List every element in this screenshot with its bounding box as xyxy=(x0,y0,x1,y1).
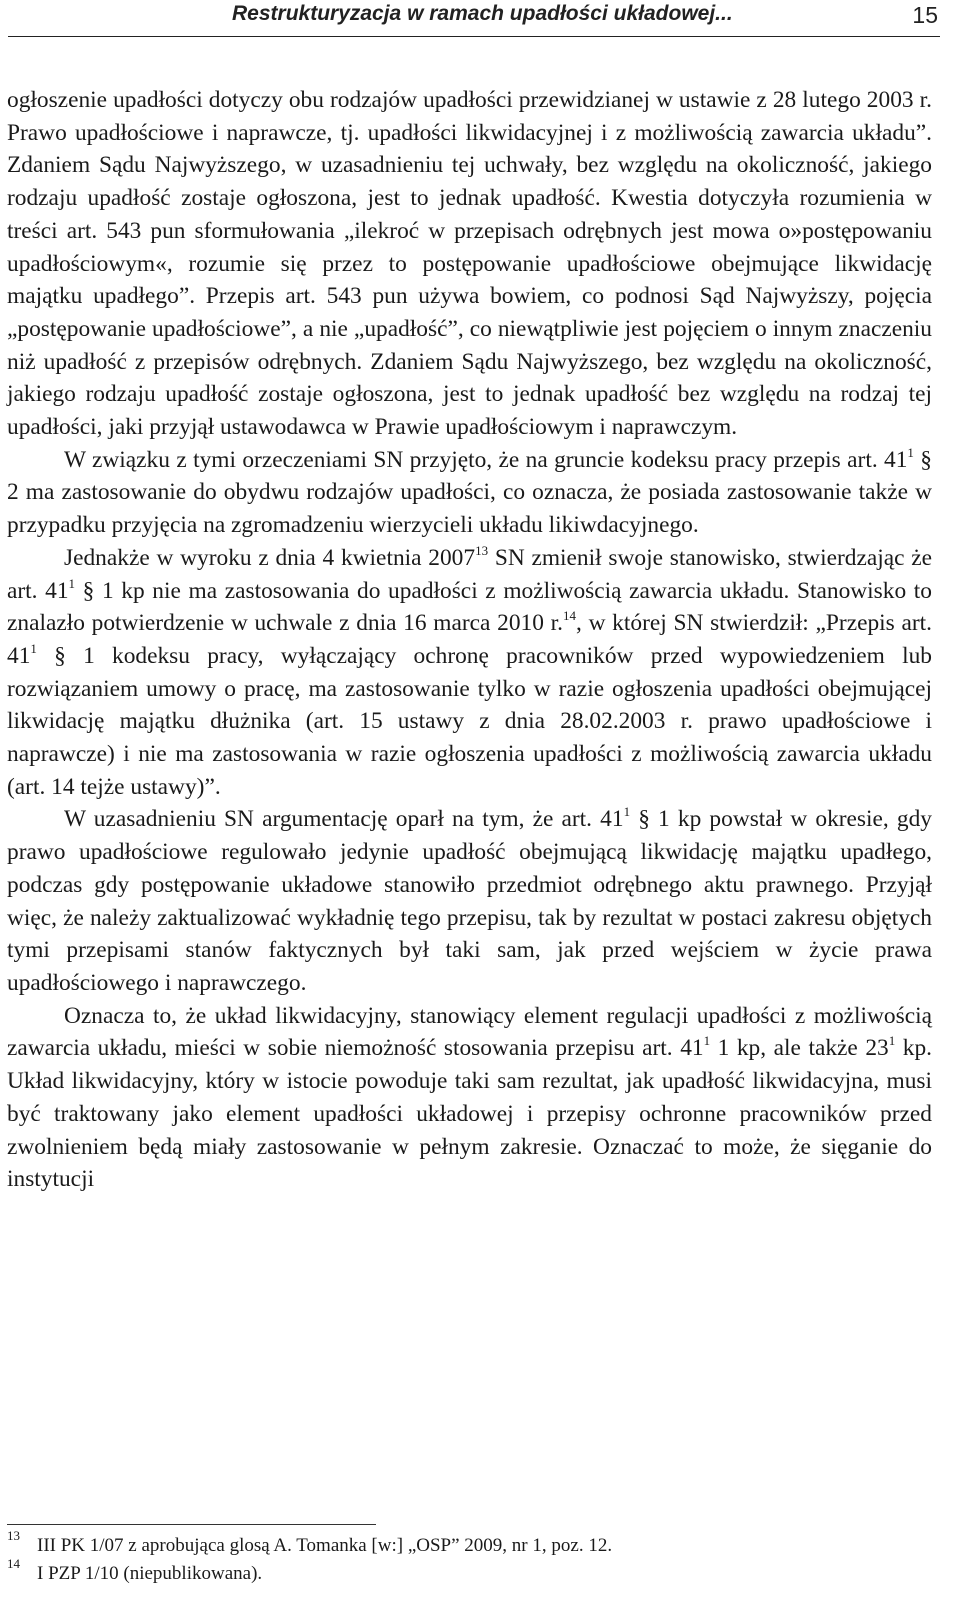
footnote xyxy=(7,1530,932,1558)
paragraph xyxy=(7,542,932,804)
footnote-text: III PK 1/07 z aprobująca glosą A. Tomanka [w:] „OSP” 2009, nr 1, poz. 12. xyxy=(37,1535,613,1556)
footnote xyxy=(7,1558,932,1586)
text-run: § 2 ma zastosowanie do obydwu rodzajów upadłości, co oznacza, że posiada zastosowanie także w przypadku przyjęcia na zgromadzeniu wierzycieli układu likiwdacyjnego. xyxy=(7,446,932,539)
text-run: , w której SN stwierdził: „Przepis art. 41 xyxy=(7,610,933,669)
footnote-reference: 13 xyxy=(475,542,489,558)
running-title: Restrukturyzacja w ramach upadłości układowej... xyxy=(232,2,733,25)
text-run: Jednakże w wyroku z dnia 4 kwietnia 2007 xyxy=(64,544,476,571)
footnote-reference: 1 xyxy=(30,640,37,656)
text-run: SN zmienił swoje stanowisko, stwierdzając że art. 41 xyxy=(7,544,932,604)
paragraph xyxy=(7,444,932,542)
footnote-number: 13 xyxy=(7,1528,20,1543)
text-run: § 1 kp powstał w okresie, gdy prawo upadłościowe regulowało jedynie upadłość obejmującą likwidację majątku upadłego, podczas gdy postępowanie układowe stanowiło przedmiot odrębnego aktu prawnego. Przyjął więc, że należy zaktualizować wykładnię tego przepisu, tak by rezultat w postaci zakresu objętych tymi przepisami stanów faktycznych był taki sam, jak przed wejściem w życie prawa upadłościowego i naprawczego. xyxy=(7,806,932,996)
footnote-reference: 1 xyxy=(623,804,631,820)
footnote-reference: 14 xyxy=(563,608,576,624)
text-run: W związku z tymi orzeczeniami SN przyjęto, że na gruncie kodeksu pracy przepis art. 41 xyxy=(64,446,908,473)
footnote-text: I PZP 1/10 (niepublikowana). xyxy=(37,1563,263,1584)
page-number: 15 xyxy=(912,2,938,28)
text-run: § 1 kodeksu pracy, wyłączający ochronę pracowników przed wypowiedzeniem lub rozwiązaniem umowy o pracę, ma zastosowanie tylko w razie ogłoszenia upadłości obejmującej likwidację majątku dłużnika (art. 15 ustawy z dnia 28.02.2003 r. prawo upadłościowe i naprawcze) i nie ma zastosowania w razie ogłoszenia upadłości z możliwością zawarcia układu (art. 14 tejże ustawy)”. xyxy=(7,642,932,800)
text-run: ogłoszenie upadłości dotyczy obu rodzajów upadłości przewidzianej w ustawie z 28 lutego 2003 r. Prawo upadłościowe i naprawcze, tj. upadłości likwidacyjnej i z możliwością zawarcia układu”. Zdaniem Sądu Najwyższego, w uzasadnieniu tej uchwały, bez względu na okoliczność, jakiego rodzaju upadłość zostaje ogłoszona, jest to jednak upadłość. Kwestia dotyczyła rozumienia w treści art. 543 pun sformułowania „ilekroć w przepisach odrębnych jest mowa o»postępowaniu upadłościowym«, rozumie się przez to postępowanie upadłościowe obejmujące likwidację majątku upadłego”. Przepis art. 543 pun używa bowiem, co podnosi Sąd Najwyższy, pojęcia „postępowanie upadłościowe”, a nie „upadłość”, co niewątpliwie jest pojęciem o innym znaczeniu niż upadłość z przepisów odrębnych. Zdaniem Sądu Najwyższego, bez względu na okoliczność, jakiego rodzaju upadłość zostaje ogłoszona, jest to jednak upadłość bez względu na rodzaj tej upadłości, jaki przyjął ustawodawca w Prawie upadłościowym i naprawczym. xyxy=(7,87,932,441)
text-run: Oznacza to, że układ likwidacyjny, stanowiący element regulacji upadłości z możliwością zawarcia układu, mieści w sobie niemożność stosowania przepisu art. 41 xyxy=(7,1002,932,1062)
footnote-number: 14 xyxy=(7,1556,20,1571)
footnote-reference: 1 xyxy=(68,575,76,591)
footnote-reference: 1 xyxy=(888,1033,896,1049)
text-run: 1 kp, ale także 23 xyxy=(710,1035,889,1062)
page-header xyxy=(8,0,940,37)
footnotes xyxy=(7,1530,932,1586)
text-run: W uzasadnieniu SN argumentację oparł na tym, że art. 41 xyxy=(64,806,624,833)
text-run: § 1 kp nie ma zastosowania do upadłości z możliwością zawarcia układu. Stanowisko to znalazło potwierdzenie w uchwale z dnia 16 marca 2010 r. xyxy=(7,577,932,637)
footnote-reference: 1 xyxy=(703,1033,711,1049)
body-text xyxy=(7,84,932,1196)
paragraph xyxy=(7,84,932,444)
text-run: kp. Układ likwidacyjny, który w istocie powoduje taki sam rezultat, jak upadłość likwidacyjna, musi być traktowany jako element upadłości układowej i przepisy ochronne pracowników przed zwolnieniem będą miały zastosowanie w pełnym zakresie. Oznaczać to może, że sięganie do instytucji xyxy=(7,1035,932,1193)
paragraph xyxy=(7,803,932,999)
paragraph xyxy=(7,1000,932,1196)
footnote-separator xyxy=(7,1524,376,1525)
footnote-reference: 1 xyxy=(907,444,914,460)
